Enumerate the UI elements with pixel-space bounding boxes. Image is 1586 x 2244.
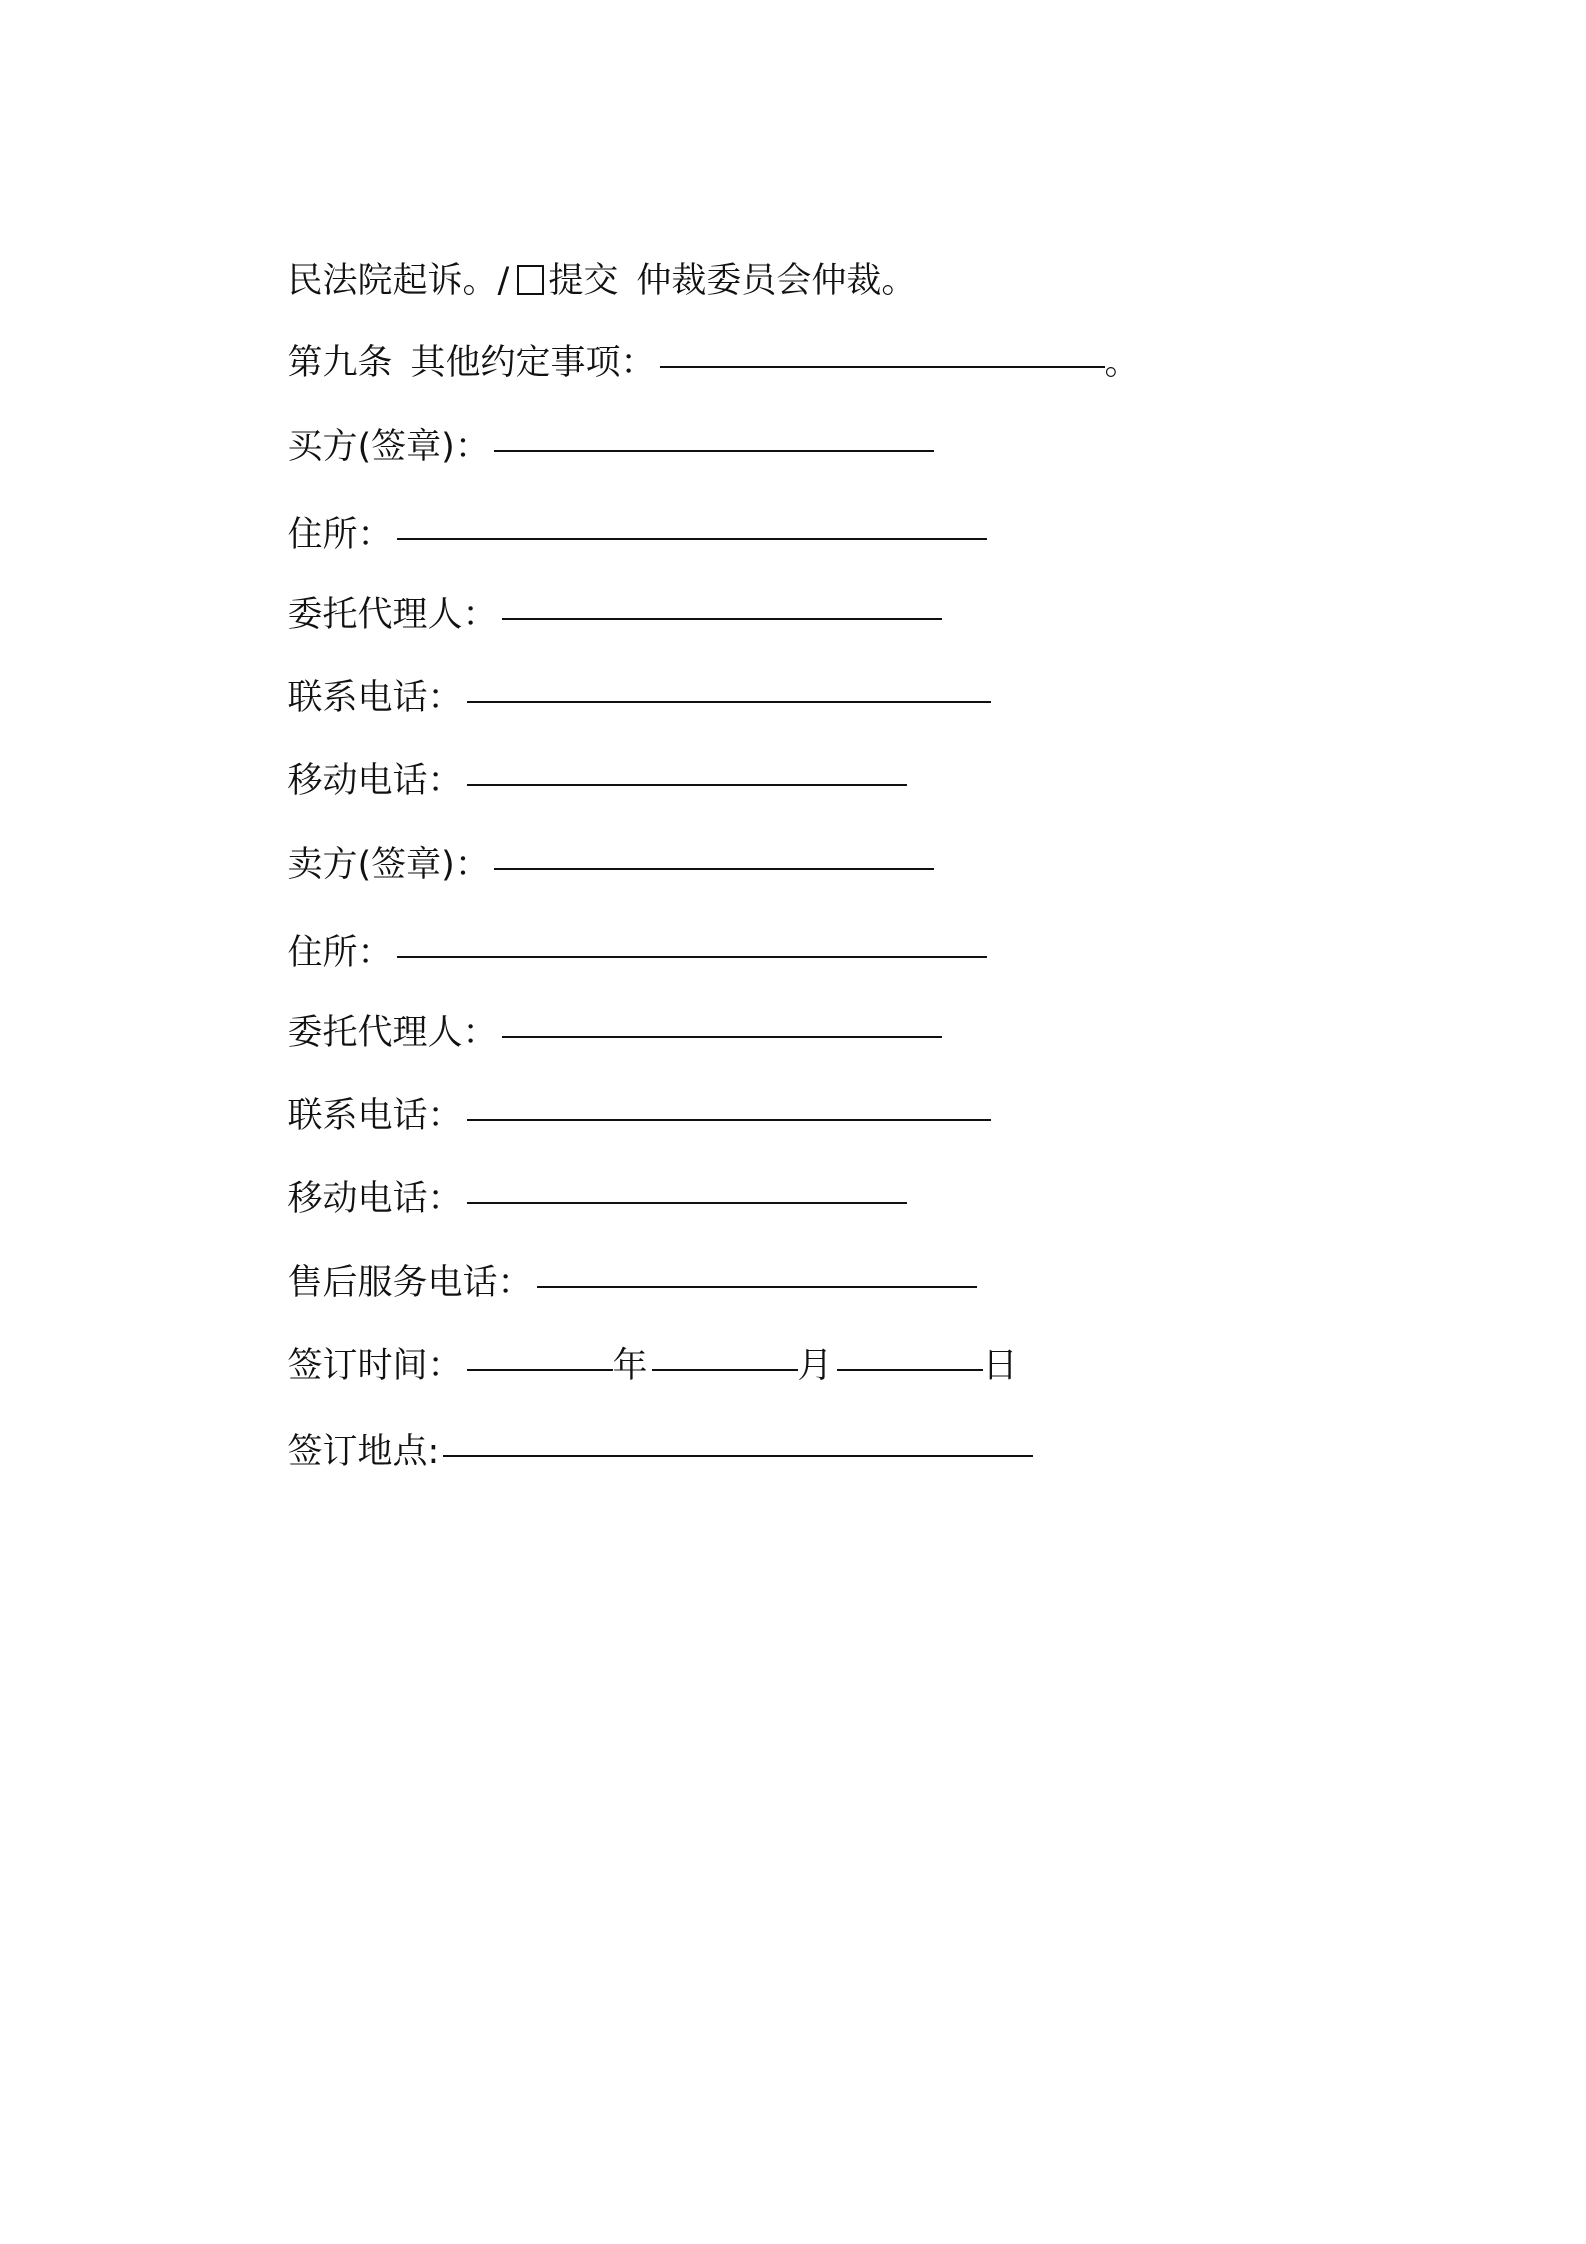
seller-address-label: 住所：: [287, 933, 393, 973]
seller-mobile-blank[interactable]: [467, 1202, 907, 1204]
seller-agent-label: 委托代理人：: [287, 1013, 498, 1053]
signing-time-label: 签订时间：: [287, 1346, 463, 1386]
signing-day-blank[interactable]: [837, 1369, 983, 1371]
clause-continuation-text-c: 仲裁委员会仲裁。: [636, 261, 917, 301]
buyer-phone-blank[interactable]: [467, 701, 991, 703]
buyer-agent-label: 委托代理人：: [287, 595, 498, 635]
signing-month-label: 月: [797, 1346, 833, 1386]
seller-sign-blank[interactable]: [494, 868, 934, 870]
buyer-mobile-label: 移动电话：: [287, 761, 463, 801]
clause-nine-label: 第九条: [287, 343, 393, 383]
seller-service-phone-blank[interactable]: [537, 1286, 977, 1288]
signing-place-label: 签订地点:: [287, 1432, 440, 1472]
seller-agent-blank[interactable]: [502, 1036, 942, 1038]
clause-nine-suffix: 。: [1104, 343, 1140, 383]
buyer-mobile-blank[interactable]: [467, 784, 907, 786]
buyer-address-label: 住所：: [287, 515, 393, 555]
signing-year-blank[interactable]: [467, 1369, 613, 1371]
clause-continuation-text-b: 提交: [548, 261, 619, 301]
seller-service-phone-label: 售后服务电话：: [287, 1263, 533, 1303]
seller-phone-label: 联系电话：: [287, 1096, 463, 1136]
buyer-sign-label: 买方(签章)：: [287, 427, 490, 467]
signing-place-blank[interactable]: [443, 1455, 1033, 1457]
signing-month-blank[interactable]: [652, 1369, 798, 1371]
other-terms-blank[interactable]: [660, 366, 1105, 368]
clause-nine-text: 其他约定事项：: [410, 343, 656, 383]
buyer-agent-blank[interactable]: [502, 618, 942, 620]
signing-place-line: [243, 1377, 1033, 1527]
signing-year-label: 年: [612, 1346, 648, 1386]
buyer-phone-label: 联系电话：: [287, 678, 463, 718]
signing-day-label: 日: [982, 1346, 1018, 1386]
seller-mobile-label: 移动电话：: [287, 1179, 463, 1219]
seller-phone-blank[interactable]: [467, 1119, 991, 1121]
seller-sign-label: 卖方(签章)：: [287, 845, 490, 885]
buyer-sign-blank[interactable]: [494, 450, 934, 452]
clause-continuation-text-a: 民法院起诉。/: [287, 261, 510, 301]
